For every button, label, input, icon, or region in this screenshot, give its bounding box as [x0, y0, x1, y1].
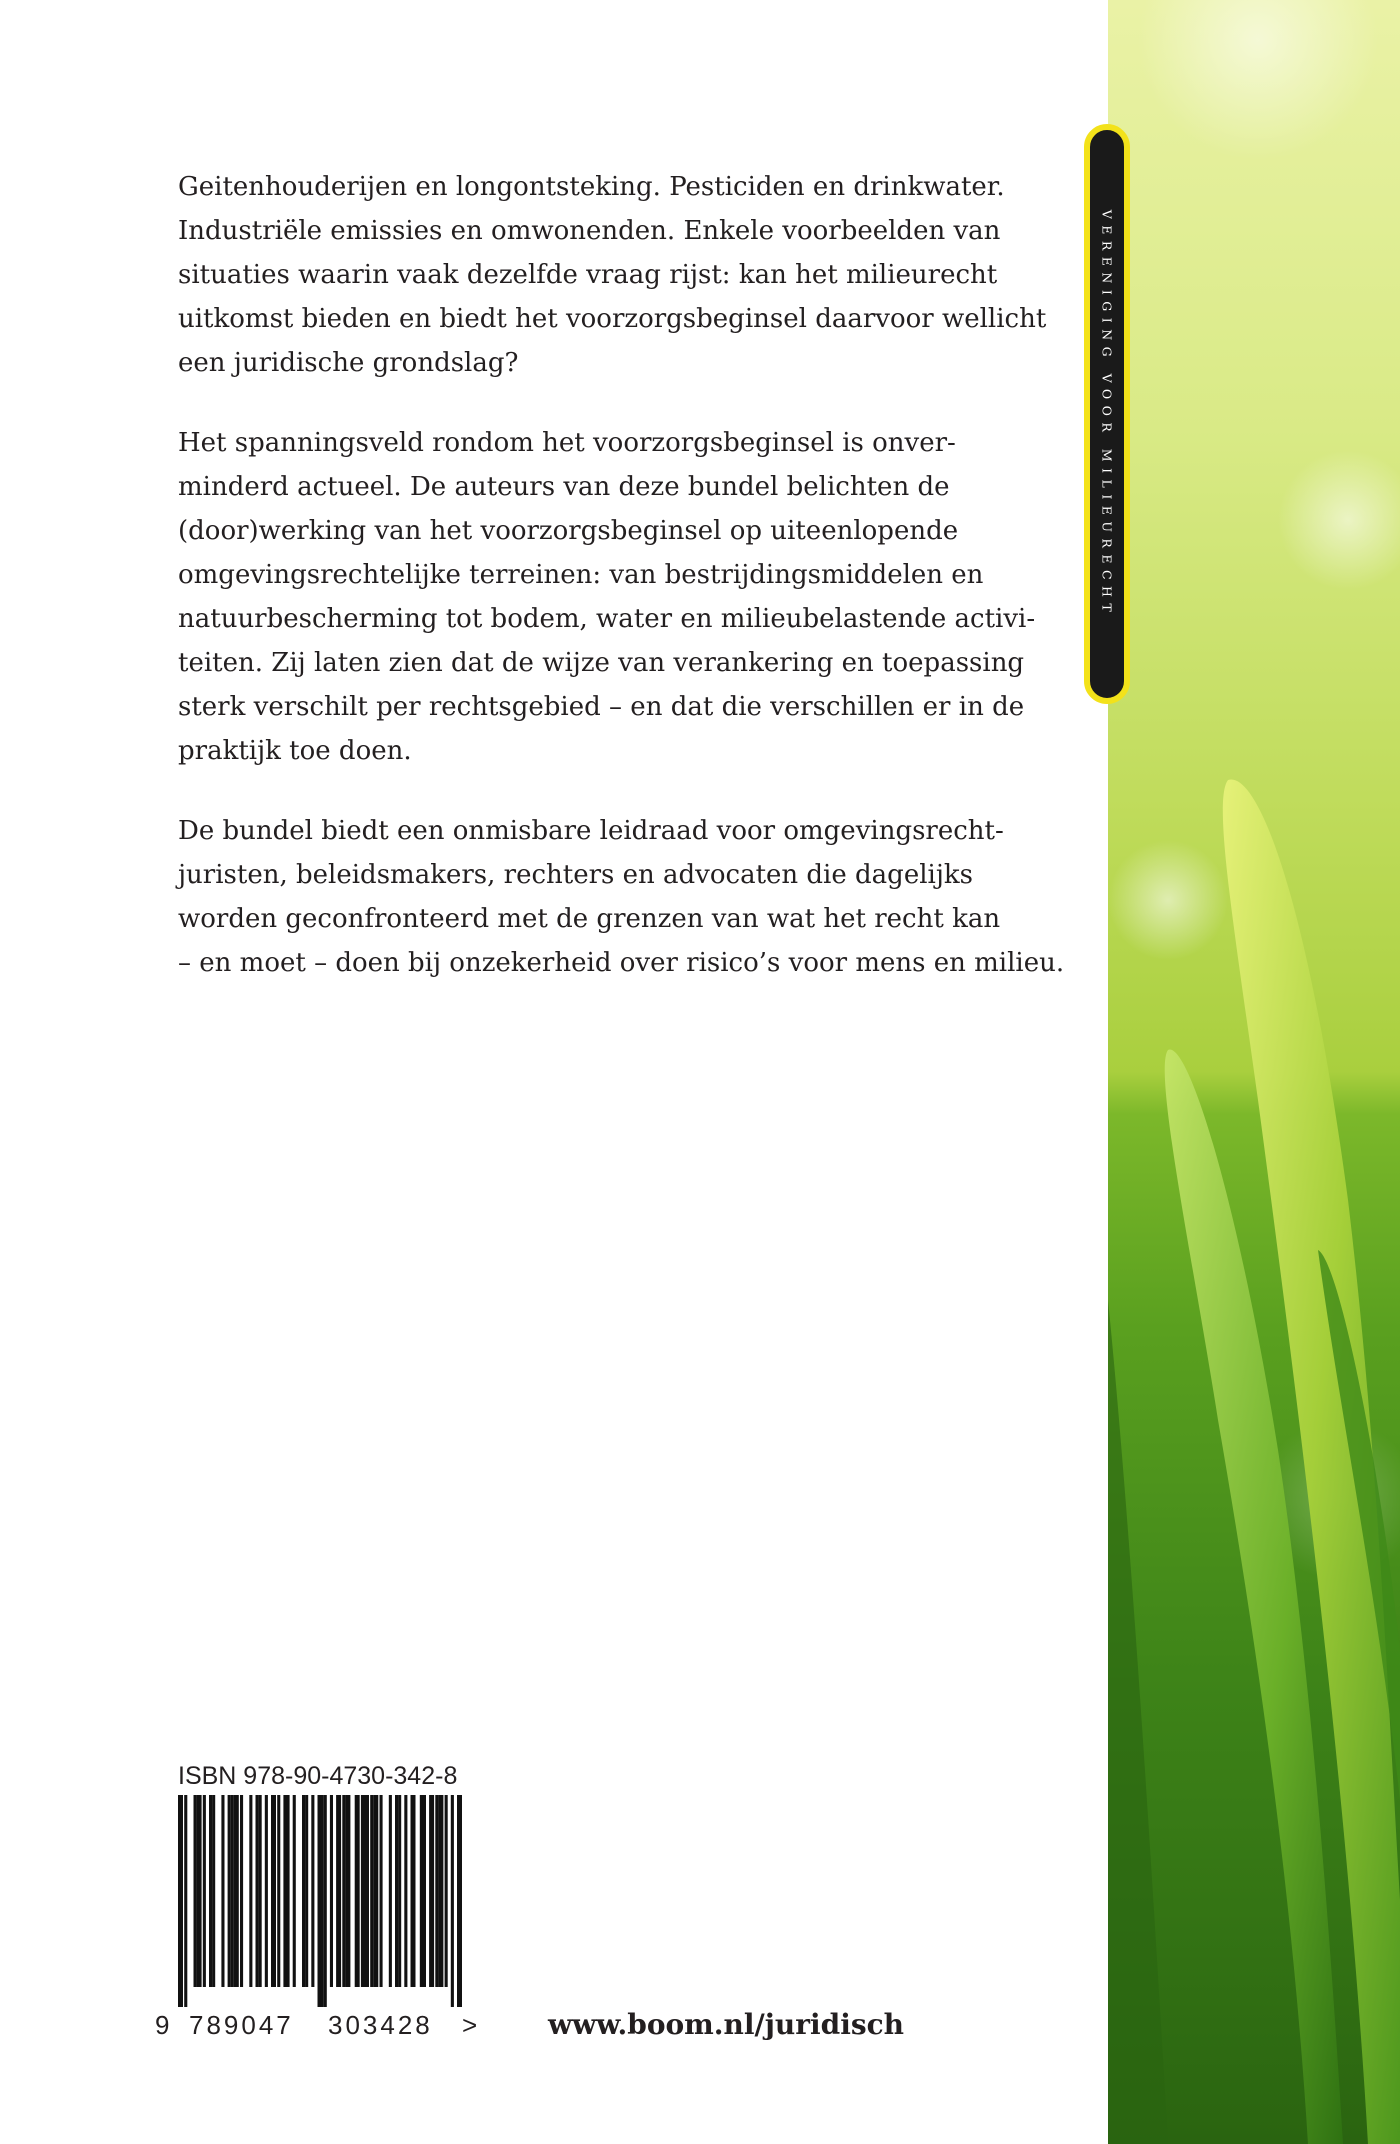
publisher-series-label	[1084, 124, 1130, 704]
barcode-bar	[228, 1795, 231, 1987]
barcode-bar	[330, 1795, 333, 1987]
barcode-bar	[249, 1795, 252, 1987]
isbn-label: ISBN 978-90-4730-342-8	[178, 1762, 458, 1790]
barcode-icon	[150, 1795, 470, 2015]
barcode-bar	[184, 1795, 187, 2007]
barcode-bar	[429, 1795, 434, 1987]
text-line: (door)werking van het voorzorgsbeginsel op uiteenlopende	[178, 516, 959, 546]
text-line: Industriële emissies en omwonenden. Enkele voorbeelden van	[178, 216, 1001, 246]
barcode-bar	[364, 1795, 369, 1987]
text-line: praktijk toe doen.	[178, 736, 412, 766]
barcode-bar	[361, 1795, 364, 1987]
barcode-bar	[423, 1795, 426, 1987]
barcode-bar	[271, 1795, 276, 1987]
barcode-bar	[178, 1795, 183, 2007]
barcode-bar	[398, 1795, 401, 1987]
barcode-bar	[411, 1795, 416, 1987]
text-line: sterk verschilt per rechtsgebied – en dat die verschillen er in de	[178, 692, 1025, 722]
barcode-bar	[221, 1795, 224, 1987]
barcode-bar	[373, 1795, 378, 1987]
barcode-bar	[435, 1795, 438, 1987]
barcode-bar	[240, 1795, 243, 1987]
barcode-bar	[324, 1795, 327, 2007]
barcode-bar	[451, 1795, 454, 2007]
text-line: uitkomst bieden en biedt het voorzorgsbeginsel daarvoor wellicht	[178, 304, 1047, 334]
text-line: situaties waarin vaak dezelfde vraag rijst: kan het milieurecht	[178, 260, 998, 290]
text-line: Geitenhouderijen en longontsteking. Pesticiden en drinkwater.	[178, 172, 1005, 202]
barcode-bar	[203, 1795, 206, 1987]
text-line: natuurbescherming tot bodem, water en milieubelastende activi-	[178, 604, 1036, 634]
text-line: juristen, beleidsmakers, rechters en advocaten die dagelijks	[178, 860, 973, 890]
barcode-bar	[259, 1795, 262, 1987]
barcode-bar	[231, 1795, 234, 1987]
barcode-bar	[355, 1795, 360, 1987]
text-line: – en moet – doen bij onzekerheid over risico’s voor mens en milieu.	[178, 948, 1065, 978]
text-line: een juridische grondslag?	[178, 348, 519, 378]
barcode-bar	[197, 1795, 202, 1987]
blurb-paragraph-2	[178, 421, 1038, 773]
barcode-bar	[302, 1795, 305, 1987]
back-cover-blurb	[178, 165, 1065, 1021]
text-line: Het spanningsveld rondom het voorzorgsbeginsel is onver-	[178, 428, 956, 458]
barcode-digits-right: 303428	[328, 2010, 433, 2040]
barcode-bar	[293, 1795, 296, 1987]
barcode-bar	[283, 1795, 286, 1987]
barcode-digits-left: 789047	[189, 2010, 294, 2040]
barcode-end-marker: >	[462, 2010, 478, 2040]
barcode-bar	[265, 1795, 268, 1987]
barcode-bar	[457, 1795, 462, 2007]
grass-illustration	[1108, 0, 1400, 2144]
barcode-bar	[370, 1795, 373, 1987]
barcode-bar	[380, 1795, 383, 1987]
green-grass-blades-photo	[1108, 0, 1400, 2144]
text-line: minderd actueel. De auteurs van deze bundel belichten de	[178, 472, 950, 502]
barcode-bar	[212, 1795, 215, 1987]
barcode-bar	[277, 1795, 280, 1987]
barcode-bar	[345, 1795, 350, 1987]
barcode-bar	[311, 1795, 314, 1987]
barcode-bar	[321, 1795, 324, 2007]
text-line: worden geconfronteerd met de grenzen van wat het recht kan	[178, 904, 1001, 934]
blurb-paragraph-1	[178, 165, 1047, 385]
text-line: omgevingsrechtelijke terreinen: van bestrijdingsmiddelen en	[178, 560, 984, 590]
blurb-paragraph-3	[178, 809, 1065, 985]
barcode-bar	[395, 1795, 398, 1987]
barcode-bar	[287, 1795, 290, 1987]
barcode-digit: 9	[155, 2010, 170, 2040]
text-line: teiten. Zij laten zien dat de wijze van verankering en toepassing	[178, 648, 1025, 678]
barcode-bar	[336, 1795, 341, 1987]
barcode-bar	[404, 1795, 407, 1987]
barcode-bar	[209, 1795, 212, 1987]
barcode-bar	[256, 1795, 259, 1987]
barcode-bar	[342, 1795, 345, 1987]
series-name: VERENIGING VOOR MILIEURECHT	[1099, 209, 1115, 619]
barcode-bar	[234, 1795, 239, 1987]
barcode-bar	[445, 1795, 448, 1987]
barcode-bar	[438, 1795, 443, 1987]
text-line: De bundel biedt een onmisbare leidraad voor omgevingsrecht-	[178, 816, 1004, 846]
publisher-website: www.boom.nl/juridisch	[548, 2008, 905, 2041]
barcode-bar	[194, 1795, 197, 1987]
barcode-bar	[305, 1795, 308, 1987]
barcode-bar	[389, 1795, 392, 1987]
